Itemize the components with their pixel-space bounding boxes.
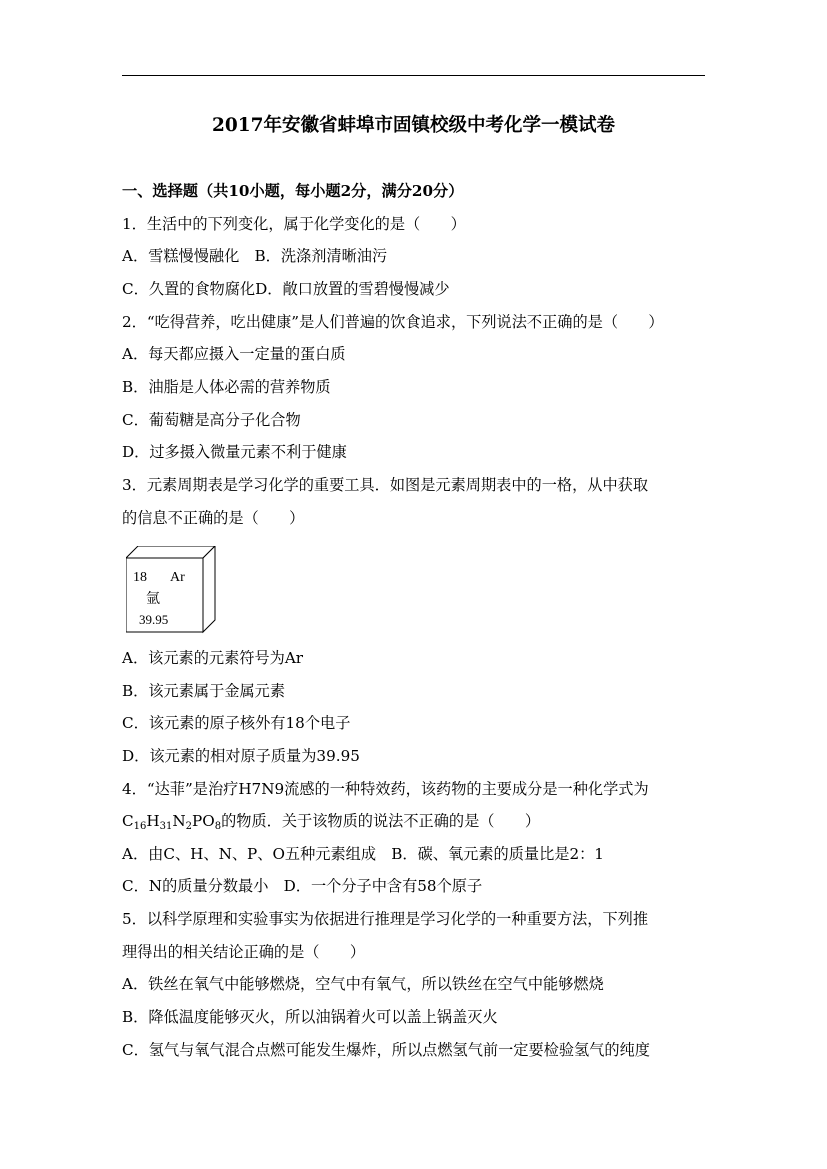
question-3-option-c: C．该元素的原子核外有18个电子	[122, 714, 351, 732]
question-5-option-b: B．降低温度能够灭火，所以油锅着火可以盖上锅盖灭火	[122, 1008, 498, 1026]
formula-po: PO	[192, 812, 215, 830]
page-title: 2017年安徽省蚌埠市固镇校级中考化学一模试卷	[212, 115, 615, 136]
atomic-number: 18	[133, 570, 147, 585]
element-symbol: Ar	[170, 570, 185, 585]
question-2-option-a: A．每天都应摄入一定量的蛋白质	[122, 345, 346, 363]
question-4-options-cd: C．N的质量分数最小 D．一个分子中含有58个原子	[122, 877, 483, 895]
question-2-option-c: C．葡萄糖是高分子化合物	[122, 411, 301, 429]
question-4-stem-rest: 的物质．关于该物质的说法不正确的是（ ）	[221, 812, 540, 830]
atomic-mass: 39.95	[139, 612, 169, 627]
question-1-stem: 1．生活中的下列变化，属于化学变化的是（ ）	[122, 215, 466, 233]
formula-h: H	[146, 812, 160, 830]
question-1-options-cd: C．久置的食物腐化D．敞口放置的雪碧慢慢减少	[122, 280, 450, 298]
formula-n-subscript: 2	[185, 821, 193, 832]
question-3-stem-line-1: 3．元素周期表是学习化学的重要工具．如图是元素周期表中的一格，从中获取	[122, 476, 649, 494]
question-3-option-d: D．该元素的相对原子质量为39.95	[122, 747, 360, 765]
periodic-table-cell-figure	[126, 546, 216, 634]
question-2-option-b: B．油脂是人体必需的营养物质	[122, 378, 331, 396]
question-2-option-d: D．过多摄入微量元素不利于健康	[122, 443, 347, 461]
header-rule	[122, 75, 705, 76]
question-5-option-a: A．铁丝在氧气中能够燃烧，空气中有氧气，所以铁丝在空气中能够燃烧	[122, 975, 604, 993]
formula-c-subscript: 16	[133, 821, 147, 832]
question-5-option-c: C．氢气与氧气混合点燃可能发生爆炸，所以点燃氢气前一定要检验氢气的纯度	[122, 1041, 650, 1059]
formula	[122, 812, 221, 830]
formula-o-subscript: 8	[214, 821, 222, 832]
question-3-option-a: A．该元素的元素符号为Ar	[122, 649, 304, 667]
formula-n: N	[172, 812, 186, 830]
question-4-options-ab: A．由C、H、N、P、O五种元素组成 B．碳、氧元素的质量比是2：1	[122, 845, 604, 863]
question-5-stem-line-1: 5．以科学原理和实验事实为依据进行推理是学习化学的一种重要方法，下列推	[122, 910, 649, 928]
question-4-stem-line-2	[122, 810, 540, 832]
question-5-stem-line-2: 理得出的相关结论正确的是（ ）	[122, 943, 365, 961]
formula-c: C	[122, 812, 134, 830]
question-3-option-b: B．该元素属于金属元素	[122, 682, 286, 700]
section-heading: 一、选择题（共10小题，每小题2分，满分20分）	[122, 182, 464, 200]
formula-h-subscript: 31	[159, 821, 173, 832]
question-1-options-ab: A．雪糕慢慢融化 B．洗涤剂清晰油污	[122, 247, 388, 265]
element-name: 氩	[146, 591, 160, 607]
question-4-stem-line-1: 4．“达菲”是治疗H7N9流感的一种特效药，该药物的主要成分是一种化学式为	[122, 780, 649, 798]
question-3-stem-line-2: 的信息不正确的是（ ）	[122, 509, 305, 527]
question-2-stem: 2．“吃得营养，吃出健康”是人们普遍的饮食追求，下列说法不正确的是（ ）	[122, 313, 664, 331]
